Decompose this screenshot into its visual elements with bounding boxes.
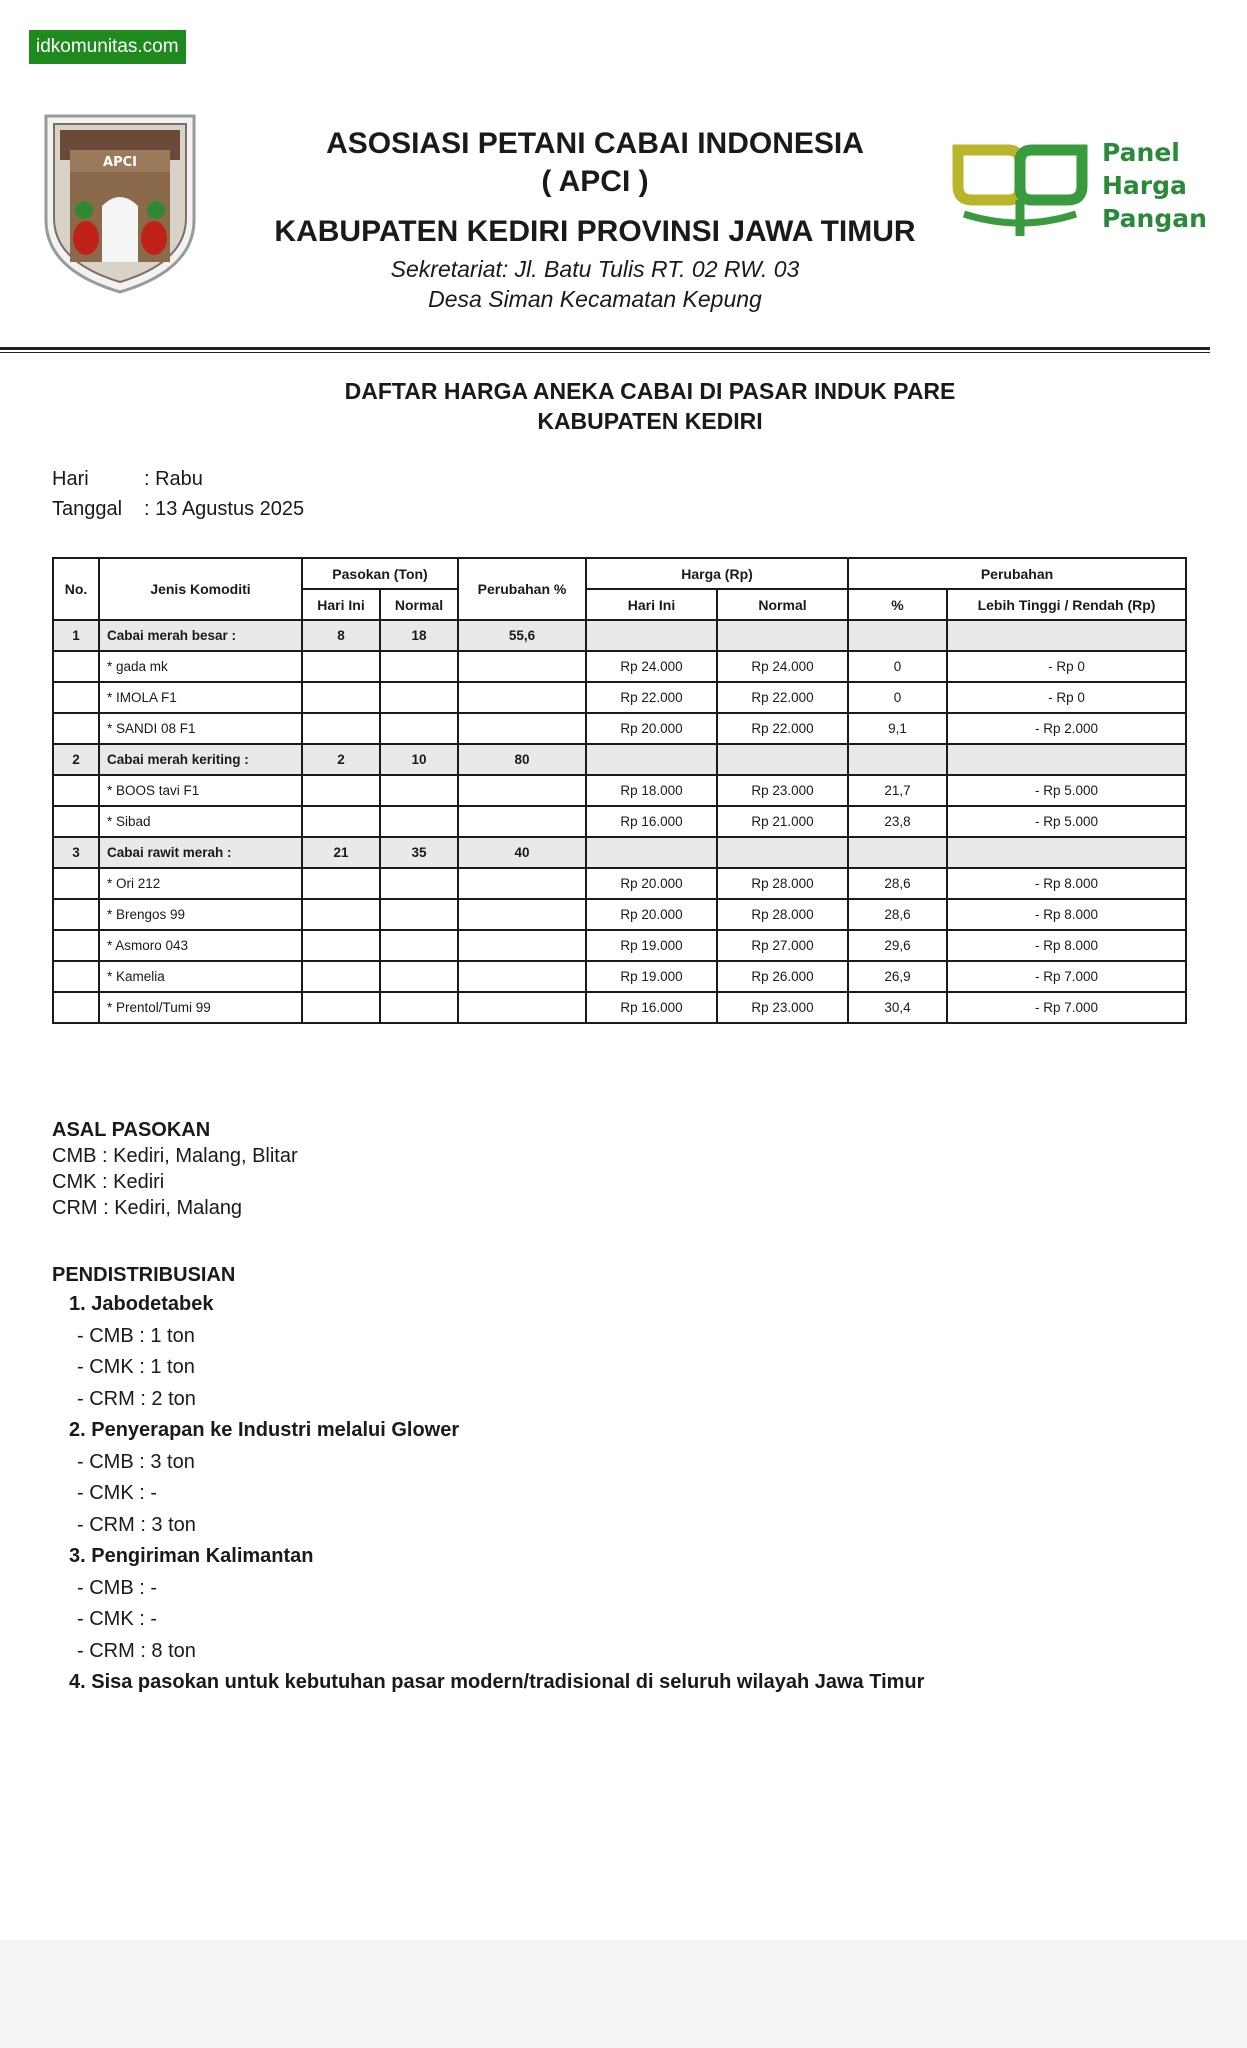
cell-pasokan-normal [380,806,458,837]
distribusi-sub-item: - CMB : 1 ton [77,1324,195,1347]
cell-pasokan-normal [380,682,458,713]
cell-selisih: - Rp 0 [947,682,1186,713]
asal-pasokan-section [52,1117,298,1221]
cell-perubahan-pct [458,713,586,744]
cell-no [53,775,99,806]
logo-word-3: Pangan [1102,204,1207,233]
distribusi-sub-item: - CMB : - [77,1576,157,1599]
cell-no [53,899,99,930]
cell-pasokan-hari-ini: 8 [302,620,380,651]
table-row [53,806,1186,837]
cell-selisih: - Rp 8.000 [947,899,1186,930]
meta-date [52,495,304,523]
apci-logo-text: APCI [103,155,137,170]
table-row [53,775,1186,806]
cell-perubahan-pct: 55,6 [458,620,586,651]
cell-selisih: - Rp 8.000 [947,868,1186,899]
cell-pct: 29,6 [848,930,947,961]
cell-selisih [947,837,1186,868]
cell-komoditi: * Ori 212 [99,868,302,899]
header-lebih: Lebih Tinggi / Rendah (Rp) [947,589,1186,620]
category-row [53,744,1186,775]
cell-pct: 0 [848,682,947,713]
cell-no: 2 [53,744,99,775]
cell-no [53,806,99,837]
meta-day [52,465,203,493]
cell-komoditi: Cabai merah keriting : [99,744,302,775]
cell-harga-hari-ini: Rp 22.000 [586,682,717,713]
cell-no [53,868,99,899]
table-row [53,868,1186,899]
cell-pasokan-hari-ini [302,806,380,837]
cell-pasokan-normal [380,713,458,744]
cell-perubahan-pct [458,651,586,682]
cell-komoditi: * Kamelia [99,961,302,992]
cell-harga-hari-ini: Rp 24.000 [586,651,717,682]
cell-perubahan-pct [458,806,586,837]
cell-komoditi: * Prentol/Tumi 99 [99,992,302,1023]
cell-harga-normal: Rp 27.000 [717,930,848,961]
distribusi-item: 4. Sisa pasokan untuk kebutuhan pasar modern/tradisional di seluruh wilayah Jawa Timur [69,1671,925,1693]
cell-no [53,930,99,961]
cell-no [53,961,99,992]
cell-pasokan-hari-ini [302,961,380,992]
cell-pct [848,744,947,775]
cell-harga-normal: Rp 23.000 [717,775,848,806]
cell-pct: 23,8 [848,806,947,837]
cell-no: 1 [53,620,99,651]
cell-no [53,992,99,1023]
table-row [53,961,1186,992]
org-region: KABUPATEN KEDIRI PROVINSI JAWA TIMUR [274,215,916,248]
watermark: idkomunitas.com [29,30,186,64]
cell-pct: 9,1 [848,713,947,744]
cell-perubahan-pct [458,992,586,1023]
header-perubahan: Perubahan [848,558,1186,589]
cell-harga-normal: Rp 22.000 [717,713,848,744]
cell-perubahan-pct: 40 [458,837,586,868]
category-row [53,620,1186,651]
header-pasokan-hari-ini: Hari Ini [302,589,380,620]
cell-harga-hari-ini: Rp 19.000 [586,930,717,961]
panel-harga-pangan-logo [950,136,1210,246]
header-komoditi: Jenis Komoditi [99,558,302,620]
header-divider [0,347,1210,350]
cell-perubahan-pct [458,930,586,961]
cell-selisih [947,744,1186,775]
table-row [53,899,1186,930]
cell-perubahan-pct: 80 [458,744,586,775]
cell-harga-normal [717,620,848,651]
cell-selisih [947,620,1186,651]
cell-selisih: - Rp 2.000 [947,713,1186,744]
cell-pasokan-hari-ini [302,868,380,899]
cell-pasokan-hari-ini [302,713,380,744]
cell-pasokan-normal [380,961,458,992]
cell-pasokan-hari-ini [302,899,380,930]
cell-selisih: - Rp 5.000 [947,775,1186,806]
cell-pasokan-normal: 10 [380,744,458,775]
cell-selisih: - Rp 7.000 [947,961,1186,992]
cell-pasokan-normal [380,651,458,682]
cell-harga-normal: Rp 26.000 [717,961,848,992]
cell-harga-hari-ini: Rp 16.000 [586,806,717,837]
cell-harga-hari-ini [586,620,717,651]
cell-pasokan-hari-ini [302,775,380,806]
cell-komoditi: * SANDI 08 F1 [99,713,302,744]
cell-pasokan-normal [380,868,458,899]
cell-pasokan-normal [380,992,458,1023]
apci-logo [40,110,200,295]
cell-pasokan-hari-ini [302,930,380,961]
cell-perubahan-pct [458,682,586,713]
cell-pct [848,620,947,651]
distribusi-title: PENDISTRIBUSIAN [52,1264,236,1286]
price-table [52,557,1187,1024]
cell-komoditi: * Sibad [99,806,302,837]
cell-komoditi: * BOOS tavi F1 [99,775,302,806]
distribusi-item: 2. Penyerapan ke Industri melalui Glower [69,1419,460,1441]
cell-harga-normal [717,837,848,868]
cell-pct: 30,4 [848,992,947,1023]
cell-perubahan-pct [458,775,586,806]
cell-komoditi: * Brengos 99 [99,899,302,930]
distribusi-sub-item: - CMK : - [77,1608,157,1630]
wheat-book-icon [950,140,1090,240]
cell-pct [848,837,947,868]
cell-harga-hari-ini [586,837,717,868]
header-pasokan: Pasokan (Ton) [302,558,458,589]
cell-komoditi: * Asmoro 043 [99,930,302,961]
cell-pasokan-normal: 18 [380,620,458,651]
cell-harga-hari-ini: Rp 19.000 [586,961,717,992]
cell-harga-normal: Rp 28.000 [717,899,848,930]
cell-harga-normal [717,744,848,775]
distribusi-sub-item: - CRM : 3 ton [77,1513,196,1536]
asal-line: CMK : Kediri [52,1171,165,1193]
day-label: Hari [52,468,89,490]
cell-perubahan-pct [458,868,586,899]
table-row [53,713,1186,744]
header-harga-hari-ini: Hari Ini [586,589,717,620]
distribusi-sub-item: - CMB : 3 ton [77,1450,195,1473]
cell-pasokan-normal [380,899,458,930]
cell-perubahan-pct [458,899,586,930]
header-pasokan-normal: Normal [380,589,458,620]
price-table-body [53,620,1186,1023]
cell-pasokan-hari-ini: 21 [302,837,380,868]
document-subtitle: KABUPATEN KEDIRI [537,408,763,434]
cell-harga-normal: Rp 28.000 [717,868,848,899]
table-row [53,682,1186,713]
logo-word-1: Panel [1102,138,1180,167]
distribusi-sub-item: - CMK : 1 ton [77,1356,195,1378]
cell-selisih: - Rp 5.000 [947,806,1186,837]
org-address: Sekretariat: Jl. Batu Tulis RT. 02 RW. 03 Desa Siman Kecamatan Kepung [390,256,800,312]
page-bottom-band [0,1940,1247,2048]
cell-pasokan-hari-ini: 2 [302,744,380,775]
cell-no: 3 [53,837,99,868]
header-pct: % [848,589,947,620]
asal-line: CMB : Kediri, Malang, Blitar [52,1145,298,1167]
date-value: : 13 Agustus 2025 [144,498,305,520]
cell-pasokan-hari-ini [302,992,380,1023]
cell-komoditi: Cabai merah besar : [99,620,302,651]
cell-harga-hari-ini: Rp 20.000 [586,899,717,930]
cell-komoditi: * IMOLA F1 [99,682,302,713]
header-no: No. [53,558,99,620]
cell-harga-normal: Rp 24.000 [717,651,848,682]
cell-pasokan-hari-ini [302,651,380,682]
asal-title: ASAL PASOKAN [52,1119,211,1141]
header-divider-thin [0,352,1210,353]
category-row [53,837,1186,868]
distribusi-sub-item: - CMK : - [77,1482,157,1504]
cell-harga-hari-ini: Rp 16.000 [586,992,717,1023]
header-harga: Harga (Rp) [586,558,848,589]
cell-pct: 0 [848,651,947,682]
logo-word-2: Harga [1102,171,1187,200]
table-row [53,651,1186,682]
table-row [53,992,1186,1023]
cell-harga-normal: Rp 21.000 [717,806,848,837]
date-label: Tanggal [52,498,123,520]
distribusi-section [52,1261,924,1699]
cell-harga-hari-ini: Rp 20.000 [586,868,717,899]
cell-no [53,713,99,744]
cell-no [53,651,99,682]
cell-harga-hari-ini [586,744,717,775]
day-value: : Rabu [144,468,203,490]
cell-harga-normal: Rp 22.000 [717,682,848,713]
distribusi-list [52,1289,924,1699]
header-harga-normal: Normal [717,589,848,620]
cell-selisih: - Rp 0 [947,651,1186,682]
distribusi-item: 1. Jabodetabek [69,1293,214,1315]
distribusi-sub-item: - CRM : 8 ton [77,1639,196,1662]
cell-pct: 26,9 [848,961,947,992]
table-row [53,930,1186,961]
cell-pasokan-normal [380,930,458,961]
distribusi-sub-item: - CRM : 2 ton [77,1387,196,1410]
cell-pasokan-hari-ini [302,682,380,713]
org-name: ASOSIASI PETANI CABAI INDONESIA ( APCI ) [326,127,864,198]
cell-pct: 21,7 [848,775,947,806]
cell-pasokan-normal: 35 [380,837,458,868]
cell-komoditi: * gada mk [99,651,302,682]
asal-line: CRM : Kediri, Malang [52,1197,243,1219]
cell-harga-hari-ini: Rp 18.000 [586,775,717,806]
cell-pct: 28,6 [848,899,947,930]
cell-harga-hari-ini: Rp 20.000 [586,713,717,744]
cell-pasokan-normal [380,775,458,806]
cell-selisih: - Rp 7.000 [947,992,1186,1023]
distribusi-item: 3. Pengiriman Kalimantan [69,1545,314,1567]
cell-pct: 28,6 [848,868,947,899]
document-title: DAFTAR HARGA ANEKA CABAI DI PASAR INDUK PARE [344,378,956,404]
cell-harga-normal: Rp 23.000 [717,992,848,1023]
cell-no [53,682,99,713]
cell-komoditi: Cabai rawit merah : [99,837,302,868]
cell-perubahan-pct [458,961,586,992]
header-perubahan-pct: Perubahan % [458,558,586,620]
cell-selisih: - Rp 8.000 [947,930,1186,961]
